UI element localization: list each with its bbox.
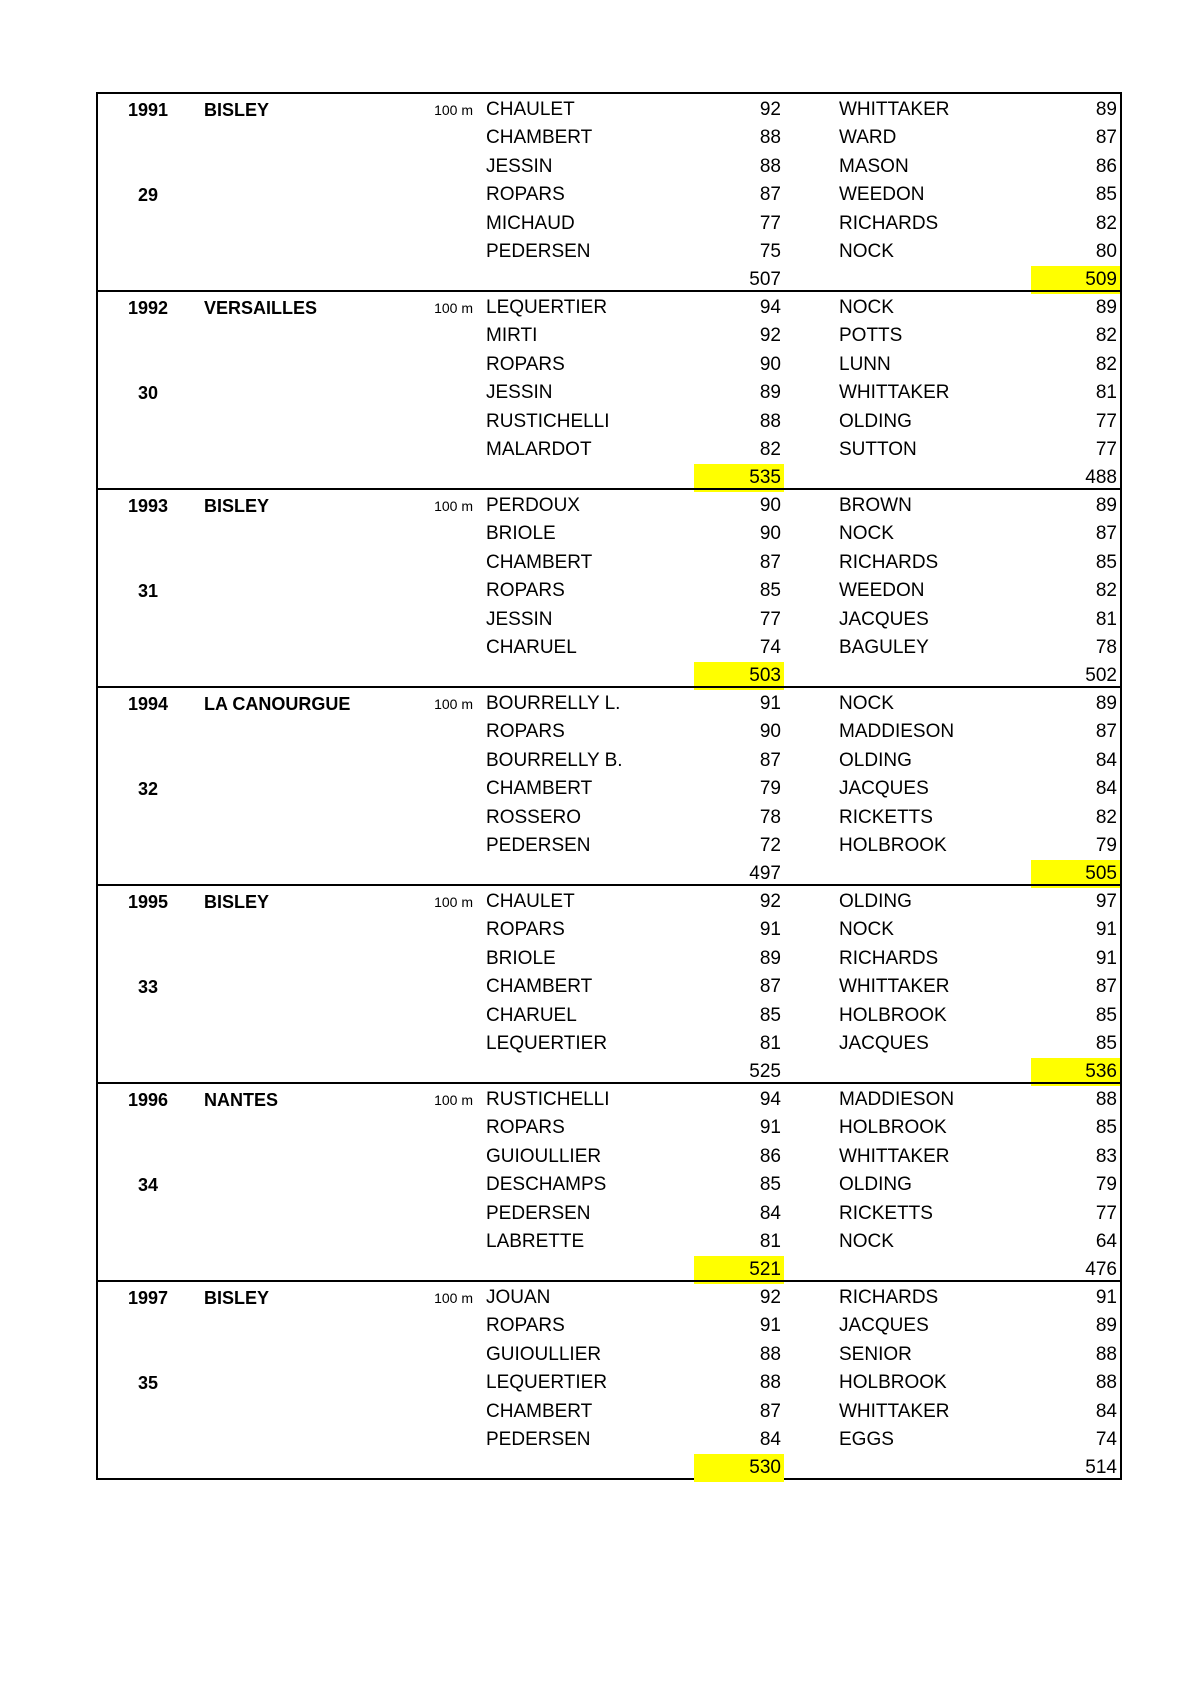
match-block <box>96 1280 1122 1480</box>
match-distance: 100 m <box>434 1290 473 1306</box>
gb-shooter-name: MADDIESON <box>839 1089 955 1110</box>
france-shooter-score: 84 <box>759 1202 781 1224</box>
gb-shooter-name: BROWN <box>839 495 912 516</box>
gb-shooter-score: 81 <box>1095 382 1117 404</box>
france-shooter-score: 86 <box>759 1145 781 1167</box>
france-shooter-score: 74 <box>759 637 781 658</box>
match-block <box>96 1082 1122 1280</box>
france-shooter-score: 90 <box>759 353 781 375</box>
france-shooter-name: MIRTI <box>486 325 538 347</box>
gb-shooter-name: NOCK <box>839 297 894 318</box>
france-team-total: 525 <box>749 1061 781 1083</box>
gb-shooter-name: OLDING <box>839 749 912 771</box>
france-shooter-name: JOUAN <box>486 1287 551 1308</box>
france-shooter-score: 94 <box>759 297 781 318</box>
gb-shooter-name: WHITTAKER <box>839 99 950 120</box>
france-shooter-name: CHAMBERT <box>486 976 593 998</box>
gb-shooter-score: 97 <box>1095 891 1117 912</box>
france-shooter-name: ROPARS <box>486 184 565 206</box>
match-number: 34 <box>138 1175 159 1196</box>
gb-shooter-score: 84 <box>1095 1400 1117 1422</box>
gb-shooter-name: EGGS <box>839 1429 894 1450</box>
match-year: 1996 <box>128 1090 169 1110</box>
france-shooter-score: 85 <box>759 1004 781 1026</box>
gb-team-total: 509 <box>1031 266 1120 294</box>
match-distance: 100 m <box>434 102 473 118</box>
france-shooter-score: 88 <box>759 1343 781 1365</box>
gb-shooter-name: RICHARDS <box>839 212 939 234</box>
france-shooter-name: CHARUEL <box>486 637 577 658</box>
gb-shooter-score: 85 <box>1095 184 1117 206</box>
gb-shooter-score: 88 <box>1095 1372 1117 1394</box>
gb-shooter-name: WEEDON <box>839 184 925 206</box>
match-year: 1994 <box>128 694 169 714</box>
france-shooter-name: CHARUEL <box>486 1004 577 1026</box>
gb-shooter-score: 89 <box>1095 297 1117 318</box>
france-shooter-name: PERDOUX <box>486 495 580 516</box>
gb-shooter-name: JACQUES <box>839 1033 929 1054</box>
results-table <box>96 92 1122 1480</box>
gb-shooter-name: NOCK <box>839 241 894 262</box>
gb-shooter-name: RICHARDS <box>839 947 939 969</box>
gb-shooter-score: 85 <box>1095 1004 1117 1026</box>
france-shooter-score: 79 <box>759 778 781 800</box>
match-venue: LA CANOURGUE <box>204 694 351 714</box>
match-year: 1993 <box>128 496 169 516</box>
france-shooter-name: CHAMBERT <box>486 127 593 149</box>
gb-shooter-name: NOCK <box>839 523 894 545</box>
france-shooter-name: BOURRELLY L. <box>486 693 621 714</box>
france-shooter-score: 92 <box>759 325 781 347</box>
gb-shooter-name: JACQUES <box>839 778 929 800</box>
gb-shooter-score: 82 <box>1095 806 1117 828</box>
gb-shooter-score: 91 <box>1095 947 1117 969</box>
france-shooter-score: 87 <box>759 976 781 998</box>
france-shooter-score: 87 <box>759 1400 781 1422</box>
gb-shooter-name: OLDING <box>839 410 912 432</box>
france-shooter-name: ROPARS <box>486 580 565 602</box>
france-shooter-name: CHAULET <box>486 891 575 912</box>
france-shooter-score: 82 <box>759 439 781 460</box>
gb-shooter-name: RICHARDS <box>839 551 939 573</box>
gb-shooter-score: 85 <box>1095 1117 1117 1139</box>
france-shooter-score: 85 <box>759 580 781 602</box>
france-shooter-score: 85 <box>759 1174 781 1196</box>
france-shooter-name: PEDERSEN <box>486 1202 591 1224</box>
gb-shooter-name: HOLBROOK <box>839 1004 947 1026</box>
match-venue: BISLEY <box>204 1288 270 1308</box>
gb-shooter-name: LUNN <box>839 353 891 375</box>
match-year: 1992 <box>128 298 169 318</box>
france-shooter-name: ROPARS <box>486 353 565 375</box>
france-shooter-score: 89 <box>759 382 781 404</box>
match-venue: BISLEY <box>204 892 270 912</box>
gb-shooter-score: 64 <box>1095 1231 1117 1252</box>
gb-shooter-score: 89 <box>1095 99 1117 120</box>
gb-shooter-name: WHITTAKER <box>839 976 950 998</box>
france-shooter-name: PEDERSEN <box>486 835 591 856</box>
match-block <box>96 290 1122 488</box>
match-distance: 100 m <box>434 696 473 712</box>
gb-shooter-score: 89 <box>1095 693 1117 714</box>
gb-shooter-name: POTTS <box>839 325 903 347</box>
match-block <box>96 92 1122 290</box>
france-team-total: 507 <box>749 269 781 291</box>
france-shooter-name: JESSIN <box>486 382 553 404</box>
gb-shooter-name: HOLBROOK <box>839 1117 947 1139</box>
gb-shooter-name: JACQUES <box>839 608 929 630</box>
gb-team-total: 488 <box>1085 467 1117 489</box>
gb-shooter-score: 88 <box>1095 1343 1117 1365</box>
france-shooter-score: 77 <box>759 212 781 234</box>
france-shooter-score: 88 <box>759 410 781 432</box>
gb-shooter-name: OLDING <box>839 891 912 912</box>
france-shooter-name: ROPARS <box>486 721 565 743</box>
match-distance: 100 m <box>434 1092 473 1108</box>
gb-shooter-name: WHITTAKER <box>839 1145 950 1167</box>
france-team-total: 503 <box>694 662 784 690</box>
france-shooter-score: 78 <box>759 806 781 828</box>
gb-shooter-score: 87 <box>1095 127 1117 149</box>
france-shooter-score: 88 <box>759 1372 781 1394</box>
gb-shooter-name: MADDIESON <box>839 721 955 743</box>
france-shooter-name: LABRETTE <box>486 1231 585 1252</box>
france-shooter-score: 87 <box>759 184 781 206</box>
france-shooter-name: ROSSERO <box>486 806 582 828</box>
france-team-total: 535 <box>694 464 784 492</box>
france-shooter-name: PEDERSEN <box>486 241 591 262</box>
france-shooter-name: ROPARS <box>486 1117 565 1139</box>
gb-shooter-score: 91 <box>1095 919 1117 941</box>
france-shooter-score: 90 <box>759 523 781 545</box>
france-shooter-score: 94 <box>759 1089 781 1110</box>
france-shooter-name: CHAULET <box>486 99 575 120</box>
match-block <box>96 488 1122 686</box>
france-shooter-score: 81 <box>759 1033 781 1054</box>
gb-shooter-score: 82 <box>1095 353 1117 375</box>
gb-shooter-score: 91 <box>1095 1287 1117 1308</box>
match-year: 1991 <box>128 100 169 120</box>
france-shooter-name: CHAMBERT <box>486 778 593 800</box>
france-shooter-score: 88 <box>759 127 781 149</box>
france-shooter-score: 92 <box>759 891 781 912</box>
france-shooter-name: RUSTICHELLI <box>486 410 610 432</box>
france-shooter-name: CHAMBERT <box>486 551 593 573</box>
gb-shooter-score: 84 <box>1095 749 1117 771</box>
gb-shooter-score: 89 <box>1095 495 1117 516</box>
gb-shooter-name: HOLBROOK <box>839 835 947 856</box>
gb-shooter-score: 77 <box>1095 439 1117 460</box>
france-shooter-name: PEDERSEN <box>486 1429 591 1450</box>
france-shooter-name: JESSIN <box>486 155 553 177</box>
france-shooter-score: 91 <box>759 1315 781 1337</box>
gb-shooter-score: 85 <box>1095 551 1117 573</box>
france-shooter-score: 84 <box>759 1429 781 1450</box>
france-shooter-name: MALARDOT <box>486 439 592 460</box>
france-shooter-score: 88 <box>759 155 781 177</box>
match-number: 35 <box>138 1373 159 1394</box>
gb-shooter-score: 85 <box>1095 1033 1117 1054</box>
gb-shooter-name: OLDING <box>839 1174 912 1196</box>
match-venue: NANTES <box>204 1090 279 1110</box>
france-shooter-score: 77 <box>759 608 781 630</box>
france-shooter-score: 81 <box>759 1231 781 1252</box>
gb-shooter-name: RICKETTS <box>839 806 933 828</box>
gb-shooter-name: NOCK <box>839 693 894 714</box>
gb-team-total: 502 <box>1085 665 1117 687</box>
match-number: 30 <box>138 383 159 404</box>
gb-shooter-score: 87 <box>1095 721 1117 743</box>
gb-shooter-name: JACQUES <box>839 1315 929 1337</box>
gb-shooter-name: WEEDON <box>839 580 925 602</box>
match-block <box>96 884 1122 1082</box>
gb-shooter-score: 82 <box>1095 580 1117 602</box>
gb-shooter-score: 81 <box>1095 608 1117 630</box>
match-distance: 100 m <box>434 894 473 910</box>
france-shooter-score: 92 <box>759 99 781 120</box>
gb-shooter-name: NOCK <box>839 919 894 941</box>
france-shooter-name: ROPARS <box>486 1315 565 1337</box>
match-number: 33 <box>138 977 159 998</box>
france-shooter-score: 91 <box>759 693 781 714</box>
gb-shooter-score: 78 <box>1095 637 1117 658</box>
france-shooter-score: 90 <box>759 495 781 516</box>
gb-shooter-name: WHITTAKER <box>839 382 950 404</box>
france-shooter-name: BRIOLE <box>486 947 556 969</box>
gb-shooter-score: 77 <box>1095 1202 1117 1224</box>
gb-shooter-score: 87 <box>1095 976 1117 998</box>
gb-shooter-score: 79 <box>1095 1174 1117 1196</box>
gb-team-total: 536 <box>1031 1058 1120 1086</box>
gb-shooter-name: WARD <box>839 127 897 149</box>
france-shooter-name: ROPARS <box>486 919 565 941</box>
france-shooter-name: RUSTICHELLI <box>486 1089 610 1110</box>
match-distance: 100 m <box>434 300 473 316</box>
france-shooter-score: 90 <box>759 721 781 743</box>
france-shooter-score: 91 <box>759 1117 781 1139</box>
gb-shooter-name: SENIOR <box>839 1343 912 1365</box>
france-shooter-score: 91 <box>759 919 781 941</box>
match-block <box>96 686 1122 884</box>
france-shooter-name: LEQUERTIER <box>486 1372 608 1394</box>
france-shooter-name: LEQUERTIER <box>486 1033 608 1054</box>
gb-shooter-name: BAGULEY <box>839 637 929 658</box>
match-venue: BISLEY <box>204 496 270 516</box>
france-shooter-score: 87 <box>759 749 781 771</box>
france-team-total: 521 <box>694 1256 784 1284</box>
match-number: 29 <box>138 185 159 206</box>
match-venue: BISLEY <box>204 100 270 120</box>
gb-shooter-score: 82 <box>1095 325 1117 347</box>
france-shooter-score: 89 <box>759 947 781 969</box>
match-year: 1995 <box>128 892 169 912</box>
france-shooter-name: LEQUERTIER <box>486 297 608 318</box>
match-number: 31 <box>138 581 159 602</box>
gb-shooter-score: 88 <box>1095 1089 1117 1110</box>
france-shooter-name: CHAMBERT <box>486 1400 593 1422</box>
gb-shooter-name: SUTTON <box>839 439 917 460</box>
france-shooter-score: 87 <box>759 551 781 573</box>
match-number: 32 <box>138 779 159 800</box>
gb-shooter-score: 77 <box>1095 410 1117 432</box>
gb-shooter-score: 89 <box>1095 1315 1117 1337</box>
france-shooter-name: JESSIN <box>486 608 553 630</box>
match-distance: 100 m <box>434 498 473 514</box>
france-shooter-name: BRIOLE <box>486 523 556 545</box>
france-team-total: 530 <box>694 1454 784 1482</box>
gb-shooter-name: RICKETTS <box>839 1202 933 1224</box>
gb-shooter-score: 87 <box>1095 523 1117 545</box>
gb-shooter-score: 79 <box>1095 835 1117 856</box>
france-shooter-score: 72 <box>759 835 781 856</box>
france-shooter-score: 92 <box>759 1287 781 1308</box>
gb-team-total: 505 <box>1031 860 1120 888</box>
gb-shooter-score: 86 <box>1095 155 1117 177</box>
gb-shooter-score: 82 <box>1095 212 1117 234</box>
match-year: 1997 <box>128 1288 169 1308</box>
gb-shooter-score: 84 <box>1095 778 1117 800</box>
france-shooter-score: 75 <box>759 241 781 262</box>
gb-shooter-name: WHITTAKER <box>839 1400 950 1422</box>
gb-shooter-name: HOLBROOK <box>839 1372 947 1394</box>
match-venue: VERSAILLES <box>204 298 318 318</box>
gb-shooter-name: RICHARDS <box>839 1287 939 1308</box>
gb-shooter-score: 80 <box>1095 241 1117 262</box>
france-shooter-name: DESCHAMPS <box>486 1174 607 1196</box>
gb-team-total: 514 <box>1085 1457 1117 1479</box>
gb-shooter-score: 83 <box>1095 1145 1117 1167</box>
france-team-total: 497 <box>749 863 781 885</box>
france-shooter-name: GUIOULLIER <box>486 1145 602 1167</box>
gb-shooter-name: MASON <box>839 155 909 177</box>
gb-team-total: 476 <box>1085 1259 1117 1281</box>
gb-shooter-name: NOCK <box>839 1231 894 1252</box>
france-shooter-name: GUIOULLIER <box>486 1343 602 1365</box>
france-shooter-name: MICHAUD <box>486 212 575 234</box>
gb-shooter-score: 74 <box>1095 1429 1117 1450</box>
france-shooter-name: BOURRELLY B. <box>486 749 623 771</box>
